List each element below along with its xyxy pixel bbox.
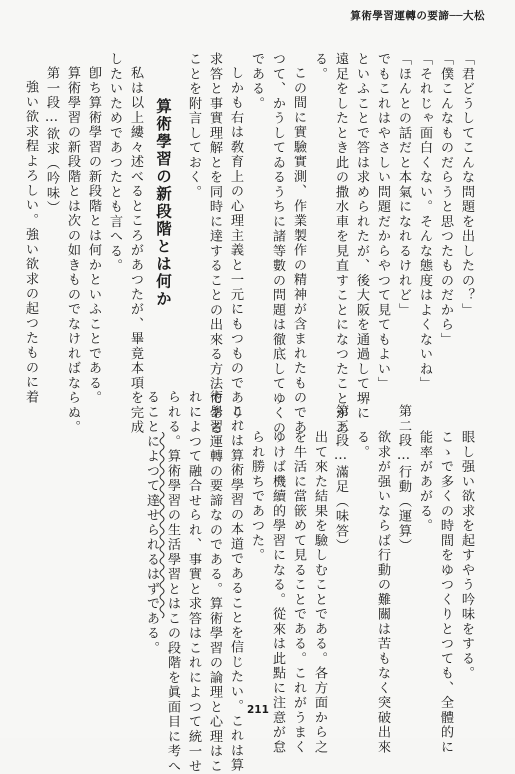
text-line: 第三段…滿足（味答） [333,404,348,554]
text-line: 「ほんとの話だと本氣になれるけれど」 [396,52,411,318]
text-line: 第二段…行動（運算） [396,404,411,554]
text-line: この間に實驗實測、作業製作の精神が含まれたものであ [291,66,306,435]
section-heading: 算術學習の新段階とは何か [154,98,173,308]
text-line: でもこれはやさしい問題だからやつて見てもよい」 [375,52,390,392]
text-line: る。 [312,52,327,82]
text-line: しかも右は敎育上の心理主義と一元にもつものであり、 [228,66,243,435]
text-line: つて、かうしてゐるうちに諸等數の問題は徹底してゆくの [270,52,285,436]
text-line: 「僕こんなものだらうと思つたものだから」 [438,52,453,347]
text-line: 能率があがる。 [417,430,432,534]
text-line: 強い欲求程よろしい。強い欲求の起つたものに着 [23,80,38,405]
section-divider [156,432,168,622]
text-line: ることによつて達せられるはずである。 [144,390,159,656]
text-line: 術學習運轉の要諦なのである。算術學習の論理と心理はこ [207,390,222,774]
text-line: られ勝ちであつた。 [249,430,264,563]
text-line: ことを附言しておく。 [186,52,201,200]
text-line: である。 [249,52,264,111]
text-line: 私は以上縷々述べるところがあつたが、畢竟本項を完成 [128,66,143,435]
text-line: ゆけば機續的學習になる。從來は此點に注意が怠 [270,430,285,755]
text-line: これは算術學習の本道であることを信じたい。これは算 [228,404,243,773]
text-line: 「君どうしてこんな問題を出したの？」 [459,52,474,318]
text-line: といふことで答は求められたが、後大阪を通過して堺に [354,52,369,421]
text-line: られる。算術學習の生活學習とはこの段階を眞面目に考へ [165,390,180,774]
text-line: を牛活に當篏めて見ることである。これがうまく [291,430,306,755]
text-line: れによつて融合せられ、事實と求答はこれによつて統一せ [186,390,201,774]
text-line: こゝで多くの時間をゆつくりとつても、全體的に [438,430,453,755]
text-line: 算術學習の新段階とは次の如きものでなければならぬ。 [65,66,80,435]
page-number: 211 [247,704,269,716]
text-line: 求答と事實理解とを同時に達することの出來る方法である [207,52,222,436]
text-line: る。 [354,430,369,460]
text-line: 眼し强い欲求を起すやう吟味をする。 [459,430,474,681]
text-line: 第一段…欲求（吟味） [44,66,59,216]
text-line: 出て來た結果を驗しむことである。各方面から之 [312,430,327,755]
text-line: 「それじゃ面白くない。そんな態度はよくないね」 [417,52,432,392]
text-line: 欲求が强いならば行動の難關は苦もなく突破出來 [375,430,390,755]
text-line: 遠足をしたとき此の撒水車を見直すことになつたことがあ [333,52,348,436]
running-head: 算術學習運轉の要諦──大松 [350,10,485,22]
text-line: 卽ち算術學習の新段階とは何かといふことである。 [86,66,101,406]
text-line: したいためであつたとも言へる。 [107,52,122,274]
